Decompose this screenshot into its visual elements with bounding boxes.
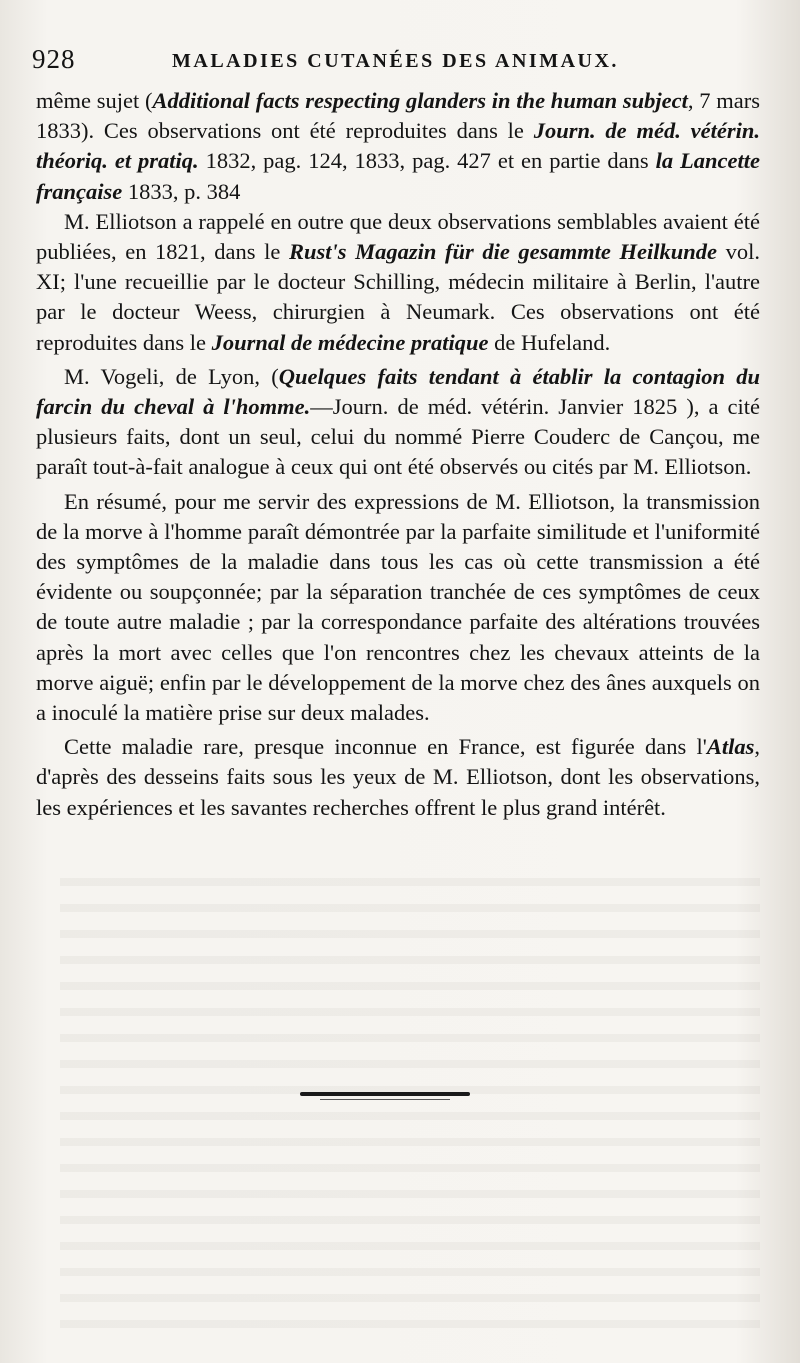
section-end-rule [300, 1092, 470, 1096]
italic-title-text: Rust's Magazin für die gesammte Heilkunde [288, 239, 717, 265]
text-segment: 1832, pag. 124, 1833, pag. 427 et en partie dans [198, 148, 656, 174]
italic-title-text: Additional facts respecting glanders in the human subject [152, 88, 688, 113]
paragraph [36, 86, 760, 207]
paragraph [36, 487, 760, 729]
section-end-rule-thin [320, 1099, 450, 1100]
paragraph [36, 732, 760, 823]
text-segment: de Hufeland. [488, 329, 611, 355]
text-segment: , 7 mars 1833). Ces observations ont été reproduites dans le [36, 88, 760, 144]
page-number: 928 [32, 44, 76, 74]
text-segment: même sujet ( [36, 88, 153, 113]
paragraph [36, 362, 760, 483]
page-header [32, 44, 752, 80]
italic-title-text: Journ. de méd. vétérin. théoriq. et pratiq. [36, 118, 760, 174]
text-segment: M. Vogeli, de Lyon, ( [64, 363, 279, 389]
text-segment: Cette maladie rare, presque inconnue en France, est figurée dans l' [64, 734, 707, 760]
italic-title-text: Journal de médecine pratique [211, 329, 489, 355]
running-title: MALADIES CUTANÉES DES ANIMAUX. [172, 50, 619, 72]
paragraph [36, 207, 760, 358]
italic-title-text: Atlas [706, 734, 755, 760]
text-segment: 1833, p. 384 [122, 178, 241, 204]
italic-title-text: Quelques faits tendant à établir la contagion du farcin du cheval à l'homme. [36, 363, 760, 420]
text-segment: M. Elliotson a rappelé en outre que deux observations semblables avaient été publiées, en 1821, dans le [36, 208, 760, 265]
text-segment: vol. XI; l'une recueillie par le docteur Schilling, médecin militaire à Berlin, l'autre par le docteur Weess, chirurgien à Neumark. Ces observations ont été reproduites dans le [36, 239, 760, 355]
body-text [36, 86, 760, 823]
italic-title-text: la Lancette française [36, 148, 760, 204]
text-segment: En résumé, pour me servir des expressions de M. Elliotson, la transmission de la morve à l'homme paraît démontrée par la parfaite similitude et l'uniformité des symptômes de la maladie dans tous les cas où cette transmission a été évidente ou soupçonnée; par la séparation tranchée de ces symptômes de ceux de toute autre maladie ; par la correspondance parfaite des altérations trouvées après la mort avec celles que l'on rencontres chez les chevaux atteints de la morve aiguë; enfin par le développement de la morve chez des ânes auxquels on a inoculé la matière prise sur deux malades. [36, 488, 760, 726]
text-segment: —Journ. de méd. vétérin. Janvier 1825 ), a cité plusieurs faits, dont un seul, celui du nommé Pierre Couderc de Cançou, me paraît tout-à-fait analogue à ceux qui ont été observés ou cités par M. Elliotson. [36, 394, 760, 480]
text-segment: , d'après des desseins faits sous les yeux de M. Elliotson, dont les observations, les expériences et les savantes recherches offrent le plus grand intérêt. [36, 734, 760, 820]
